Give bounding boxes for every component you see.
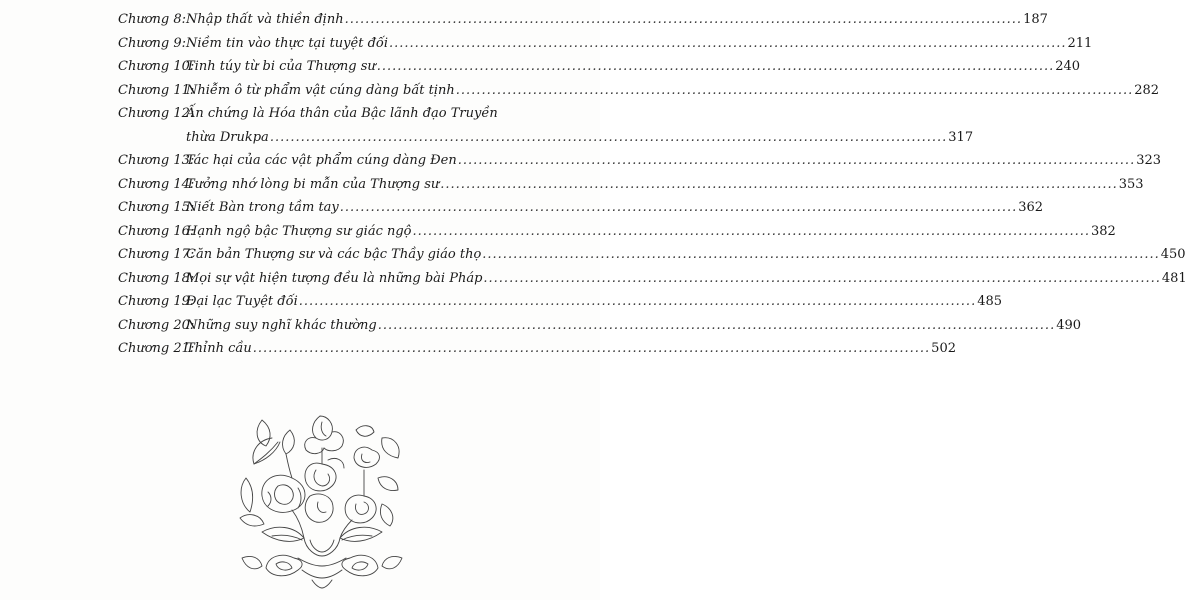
toc-page-number: 282 [1134, 82, 1160, 98]
toc-entry-ch16[interactable] [118, 220, 1116, 244]
toc-entry-ch12[interactable] [118, 102, 974, 149]
toc-leader-dots [340, 196, 1017, 220]
toc-chapter-title: Nhập thất và thiền định [186, 12, 344, 27]
toc-entry-ch13[interactable] [118, 149, 1162, 173]
toc-leader-dots [483, 267, 1160, 291]
toc-leader-dots [456, 79, 1133, 103]
toc-page-number: 502 [931, 341, 956, 356]
toc-page-number: 382 [1090, 223, 1116, 239]
toc-page-number: 323 [1136, 153, 1162, 168]
toc-leader-dots [378, 314, 1055, 338]
toc-chapter-label: Chương 12: [118, 106, 195, 121]
toc-chapter-label: Chương 13: [118, 153, 195, 168]
toc-entry-ch15[interactable] [118, 196, 1044, 220]
toc-chapter-label: Chương 15: [118, 200, 195, 215]
toc-chapter-label: Chương 11: [118, 82, 195, 98]
toc-page-number: 450 [1160, 247, 1186, 262]
toc-page-number: 362 [1018, 200, 1044, 215]
toc-entry-ch14[interactable] [118, 173, 1144, 197]
toc-chapter-title-continued: thừa Drukpa [186, 129, 269, 145]
toc-leader-dots [482, 243, 1159, 267]
toc-entry-ch17[interactable] [118, 243, 1186, 267]
toc-entry-ch20[interactable] [118, 314, 1082, 338]
toc-page-number: 481 [1161, 270, 1187, 286]
toc-chapter-title: Tác hại của các vật phẩm cúng dàng Đen [186, 153, 457, 168]
toc-chapter-label: Chương 16: [118, 223, 195, 239]
toc-chapter-title: Mọi sự vật hiện tượng đều là những bài Pháp [186, 270, 483, 286]
toc-leader-dots [389, 32, 1066, 56]
toc-page-number: 353 [1118, 176, 1144, 192]
toc-entry-ch9[interactable] [118, 32, 1093, 56]
toc-chapter-title: Những suy nghĩ khác thường [186, 317, 377, 333]
toc-entry-ch11[interactable] [118, 79, 1160, 103]
toc-chapter-label: Chương 14: [118, 176, 195, 192]
toc-page-number: 485 [977, 294, 1003, 309]
toc-chapter-title: Thỉnh cầu [186, 341, 252, 356]
toc-entry-ch19[interactable] [118, 290, 1003, 314]
toc-chapter-title: Ấn chứng là Hóa thân của Bậc lãnh đạo Truyền [186, 106, 498, 121]
toc-chapter-title: Tưởng nhớ lòng bi mẫn của Thượng sư [186, 176, 440, 192]
table-of-contents [118, 8, 1187, 361]
toc-chapter-label: Chương 18: [118, 270, 195, 286]
toc-leader-dots [345, 8, 1022, 32]
toc-leader-dots [377, 55, 1054, 79]
toc-chapter-label: Chương 21: [118, 341, 195, 356]
toc-chapter-label: Chương 10: [118, 59, 195, 74]
toc-page-number: 187 [1023, 12, 1048, 27]
toc-entry-ch8[interactable] [118, 8, 1048, 32]
toc-chapter-label: Chương 17: [118, 247, 195, 262]
toc-chapter-title: Niết Bàn trong tầm tay [186, 200, 339, 215]
toc-leader-dots [458, 149, 1135, 173]
toc-leader-dots [253, 337, 930, 361]
toc-chapter-title: Hạnh ngộ bậc Thượng sư giác ngộ [186, 223, 412, 239]
toc-page-number: 317 [948, 129, 974, 145]
toc-chapter-title: Niềm tin vào thực tại tuyệt đối [186, 35, 389, 51]
toc-chapter-label: Chương 9: [118, 35, 186, 51]
toc-entry-ch18[interactable] [118, 267, 1187, 291]
toc-page-number: 211 [1067, 35, 1093, 51]
toc-chapter-label: Chương 19: [118, 294, 195, 309]
toc-page-number: 490 [1056, 317, 1082, 333]
toc-chapter-title: Nhiễm ô từ phẩm vật cúng dàng bất tịnh [186, 82, 455, 98]
toc-leader-dots [440, 173, 1117, 197]
toc-leader-dots [413, 220, 1090, 244]
toc-entry-ch10[interactable] [118, 55, 1081, 79]
toc-chapter-title: Tinh túy từ bi của Thượng sư [186, 59, 376, 74]
toc-leader-dots [270, 126, 947, 150]
toc-leader-dots [299, 290, 976, 314]
toc-entry-ch21[interactable] [118, 337, 956, 361]
toc-chapter-title: Căn bản Thượng sư và các bậc Thầy giáo thọ [186, 247, 482, 262]
toc-chapter-label: Chương 8: [118, 12, 186, 27]
toc-chapter-title: Đại lạc Tuyệt đối [186, 294, 298, 309]
toc-page-number: 240 [1055, 59, 1081, 74]
toc-chapter-label: Chương 20: [118, 317, 195, 333]
lotus-flower-ornament-icon [232, 408, 412, 593]
